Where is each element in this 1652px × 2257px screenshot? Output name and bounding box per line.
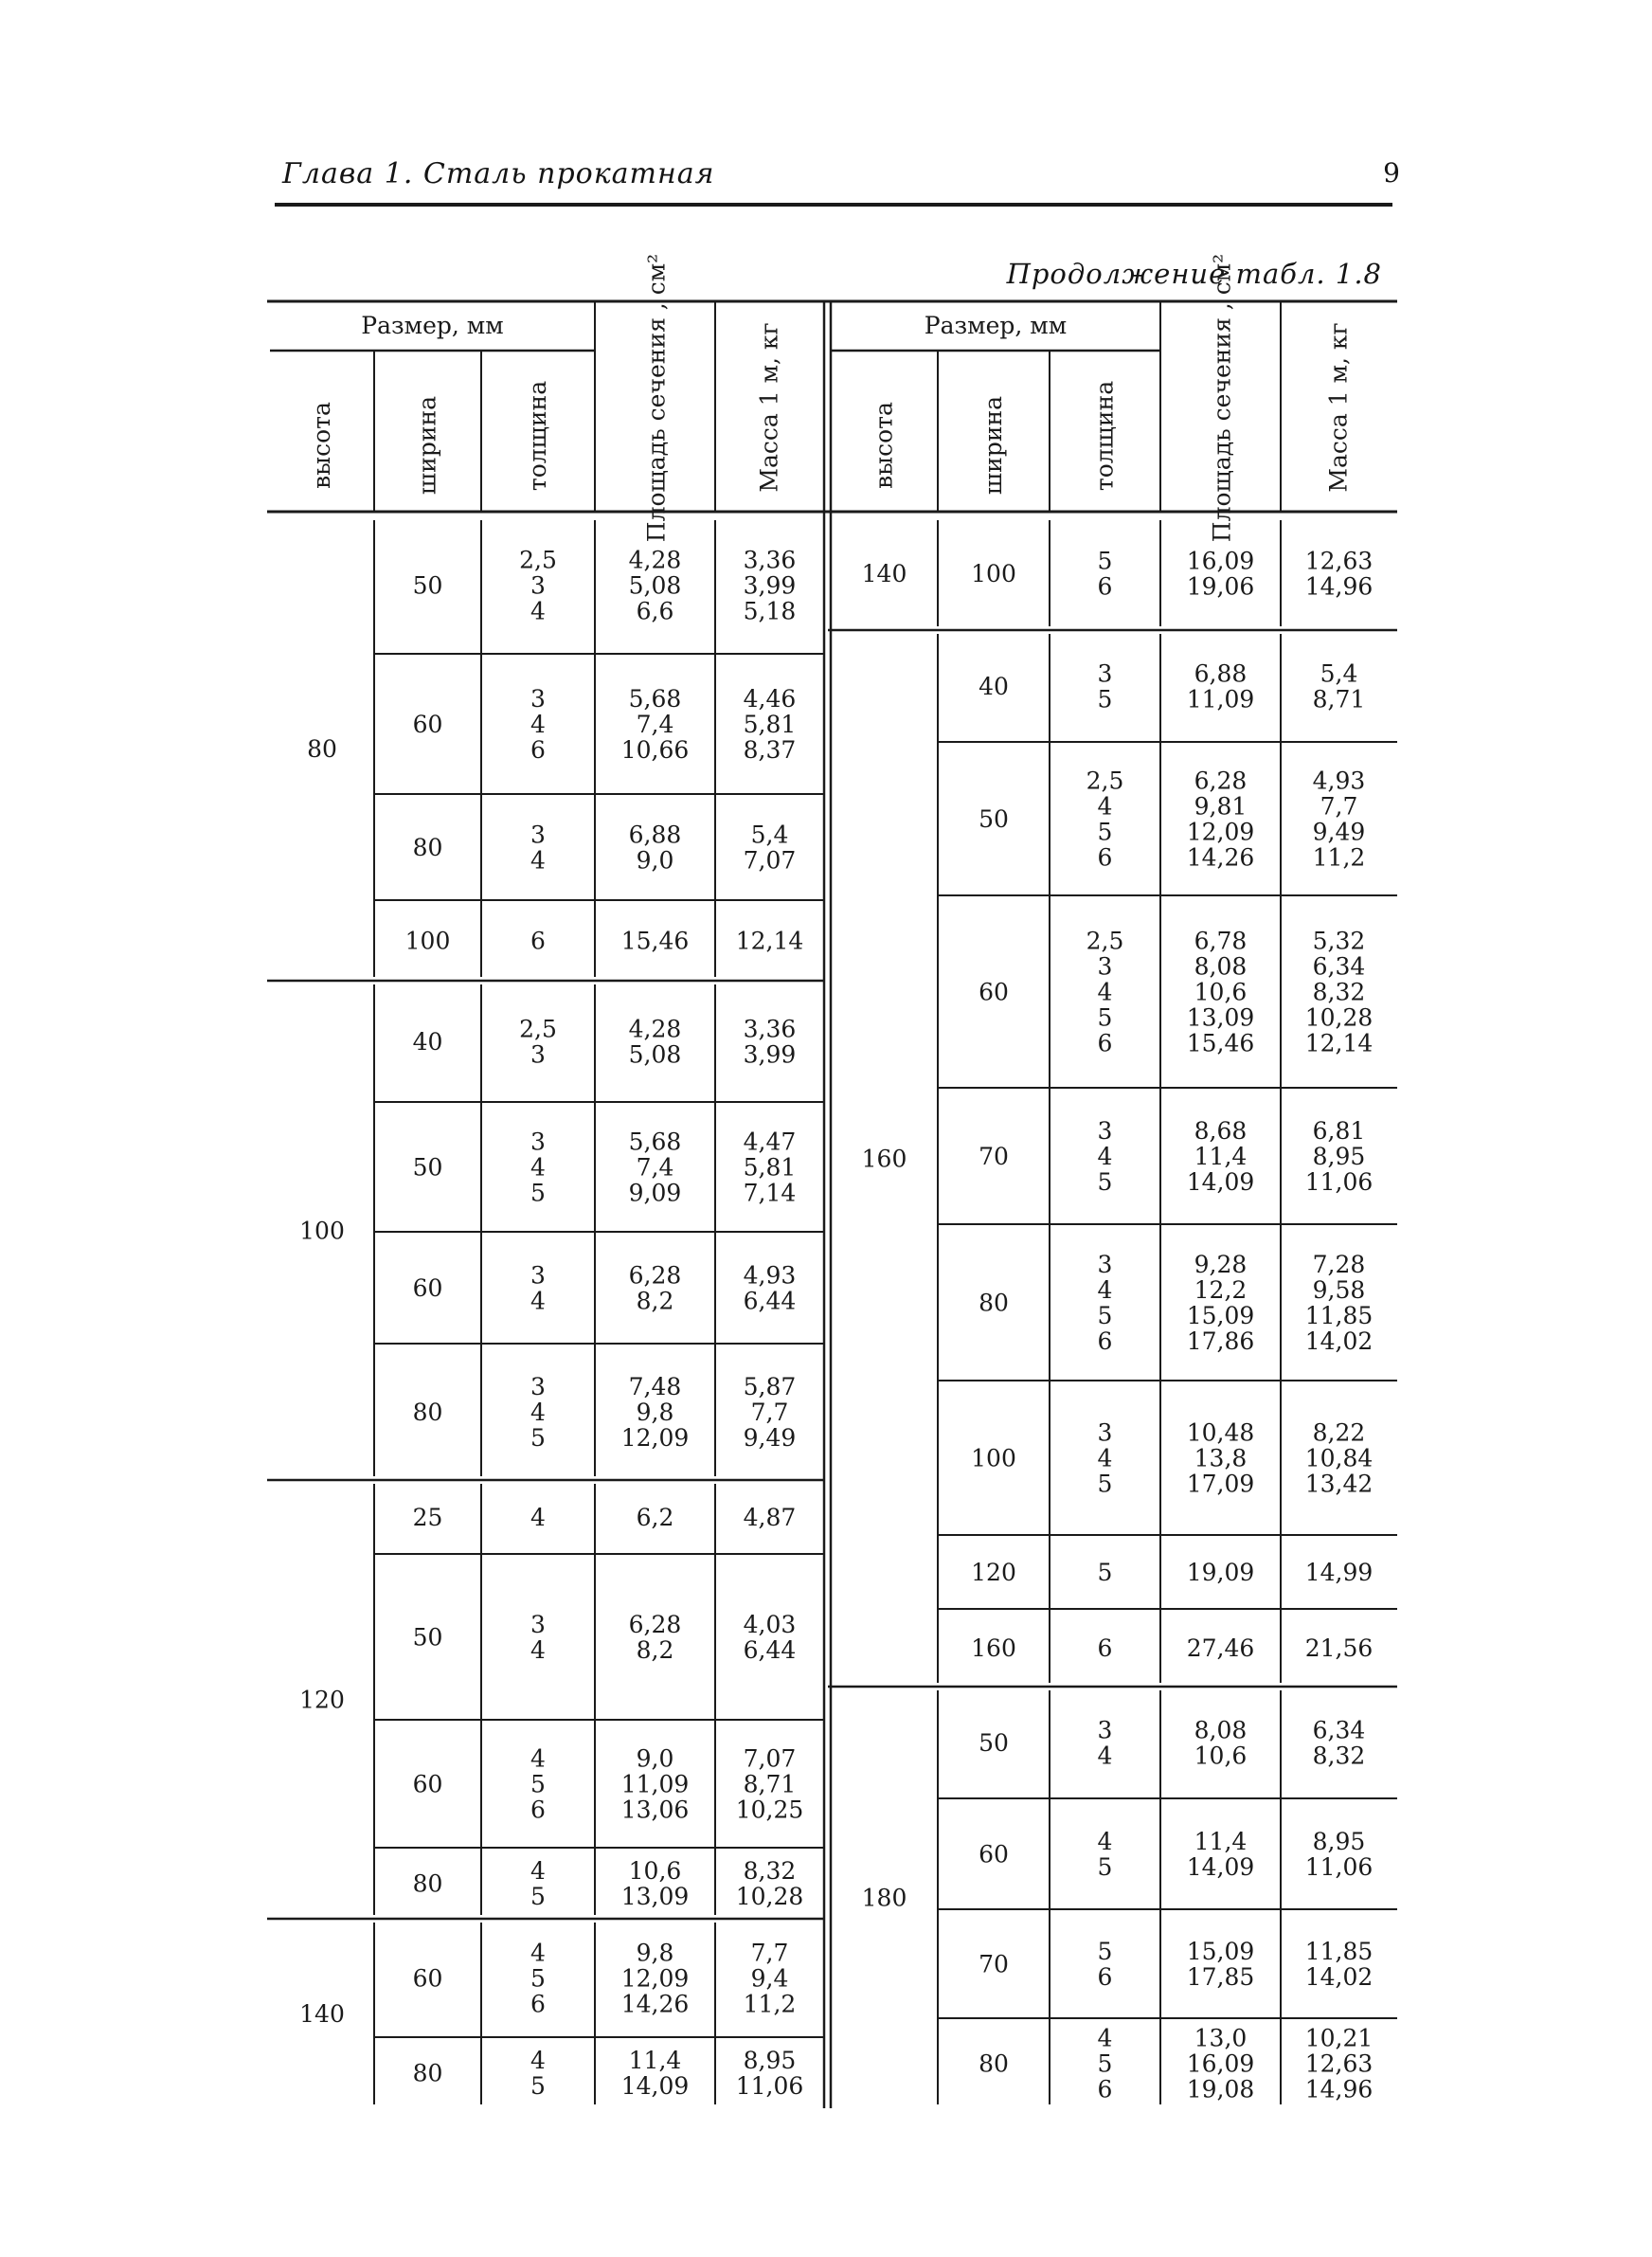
area-value: 11,09 [1186,685,1255,713]
width-value: 25 [412,1504,443,1531]
height-value: 140 [299,2000,345,2028]
area-value: 6,6 [636,597,674,625]
width-value: 60 [979,1840,1009,1869]
width-value: 60 [412,1964,443,1993]
mass-value: 11,2 [1312,843,1366,872]
thickness-value: 6 [530,1990,546,2018]
area-value: 27,46 [1186,1634,1255,1662]
chapter-title: Глава 1. Сталь прокатная [282,157,715,190]
width-value: 80 [412,2059,443,2087]
area-value: 15,09 [1186,1302,1255,1329]
area-value: 6,88 [628,821,682,849]
area-value: 9,8 [636,1399,674,1426]
area-value: 13,06 [620,1796,690,1824]
area-value: 9,09 [628,1179,682,1207]
area-value: 11,4 [628,2047,682,2074]
thickness-value: 5 [1097,685,1113,713]
mass-value: 10,84 [1304,1444,1374,1472]
mass-value: 14,02 [1304,1327,1374,1355]
mass-value: 8,95 [1312,1143,1366,1170]
area-value: 13,0 [1194,2024,1248,2052]
area-value: 16,09 [1186,2049,1255,2078]
height-value: 160 [861,1145,907,1173]
page-number: 9 [1383,157,1400,189]
area-value: 6,28 [1194,767,1248,795]
area-value: 15,46 [620,927,690,955]
area-value: 12,09 [620,1964,690,1993]
thickness-value: 5 [1097,2049,1113,2078]
thickness-value: 4 [530,711,546,738]
thickness-value: 4 [530,597,546,625]
thickness-value: 5 [1097,1559,1113,1586]
area-value: 10,6 [628,1857,682,1885]
thickness-value: 4 [530,1939,546,1967]
mass-value: 5,18 [743,597,797,625]
width-value: 80 [979,1289,1009,1317]
mass-value: 14,02 [1304,1963,1374,1991]
thickness-value: 5 [530,2072,546,2100]
thickness-value: 5 [530,1770,546,1798]
thickness-value: 4 [1097,1276,1113,1304]
area-value: 5,08 [628,571,682,600]
mass-value: 8,32 [1312,1742,1366,1770]
area-value: 13,09 [620,1883,690,1910]
mass-value: 14,96 [1304,2075,1374,2104]
thickness-value: 6 [1097,1327,1113,1355]
area-value: 19,09 [1186,1559,1255,1586]
thickness-value: 6 [1097,1634,1113,1662]
thickness-value: 2,5 [519,1015,557,1043]
area-value: 14,09 [620,2072,690,2100]
area-value: 4,28 [628,1015,682,1043]
thickness-value: 4 [530,1399,546,1426]
thickness-value: 4 [530,1287,546,1315]
area-value: 17,86 [1186,1327,1255,1355]
thickness-value: 5 [1097,1470,1113,1498]
thickness-value: 4 [530,1153,546,1182]
area-value: 8,08 [1194,952,1248,981]
thickness-value: 5 [530,1964,546,1993]
area-value: 12,09 [620,1424,690,1452]
width-value: 50 [412,1153,443,1182]
header-thickness: толщина [524,380,551,492]
height-value: 140 [861,560,907,587]
mass-value: 8,32 [1312,978,1366,1006]
area-value: 7,4 [636,711,674,738]
mass-value: 5,32 [1312,927,1366,955]
area-value: 8,68 [1194,1117,1248,1145]
header-width: ширина [413,395,441,496]
thickness-value: 3 [530,1040,546,1069]
mass-value: 11,06 [735,2072,804,2100]
mass-value: 7,07 [743,1744,797,1773]
mass-value: 10,25 [735,1796,804,1824]
header-height: высота [870,402,898,489]
width-value: 60 [979,978,1009,1006]
thickness-value: 5 [1097,547,1113,575]
area-value: 7,48 [628,1373,682,1400]
area-value: 9,0 [636,1744,674,1773]
thickness-value: 6 [1097,2075,1113,2104]
area-value: 6,2 [636,1504,674,1531]
thickness-value: 3 [1097,952,1113,981]
header-width: ширина [979,395,1007,496]
thickness-value: 4 [1097,792,1113,821]
area-value: 6,28 [628,1261,682,1290]
mass-value: 9,4 [750,1964,789,1993]
thickness-value: 4 [530,1636,546,1664]
mass-value: 13,42 [1304,1470,1374,1498]
thickness-value: 5 [1097,1003,1113,1032]
header-area: Площадь сечения , см² [642,253,671,543]
mass-value: 11,06 [1304,1168,1374,1196]
mass-value: 3,99 [743,1040,797,1069]
width-value: 70 [979,1950,1009,1978]
thickness-value: 4 [1097,1143,1113,1170]
thickness-value: 4 [1097,978,1113,1006]
area-value: 9,28 [1194,1251,1248,1278]
area-value: 11,4 [1194,1828,1248,1855]
width-value: 60 [412,1770,443,1798]
thickness-value: 3 [1097,1117,1113,1145]
thickness-value: 4 [1097,2024,1113,2052]
mass-value: 11,85 [1304,1302,1374,1329]
header-height: высота [308,402,335,489]
mass-value: 10,21 [1304,2024,1374,2052]
mass-value: 6,34 [1312,1716,1366,1744]
header-size-group: Размер, мм [924,312,1068,339]
mass-value: 12,63 [1304,547,1374,575]
mass-value: 9,49 [743,1424,797,1452]
area-value: 19,06 [1186,572,1255,601]
thickness-value: 3 [530,1373,546,1400]
thickness-value: 3 [530,1611,546,1638]
width-value: 40 [412,1028,443,1056]
area-value: 9,81 [1194,792,1248,821]
mass-value: 5,81 [743,711,797,738]
width-value: 60 [412,1274,443,1302]
area-value: 11,09 [620,1770,690,1798]
mass-value: 14,96 [1304,572,1374,601]
mass-value: 7,14 [743,1179,797,1207]
thickness-value: 4 [530,1857,546,1885]
thickness-value: 6 [1097,843,1113,872]
height-value: 180 [861,1884,907,1912]
width-value: 70 [979,1143,1009,1170]
width-value: 160 [971,1634,1016,1662]
thickness-value: 3 [1097,659,1113,688]
thickness-value: 6 [530,736,546,764]
width-value: 80 [412,1869,443,1898]
mass-value: 8,95 [1312,1828,1366,1855]
thickness-value: 3 [530,1261,546,1290]
mass-value: 14,99 [1304,1559,1374,1586]
area-value: 4,28 [628,546,682,574]
header-thickness: толщина [1090,380,1119,492]
header-mass: Масса 1 м, кг [1324,322,1353,493]
thickness-value: 4 [1097,1742,1113,1770]
mass-value: 6,81 [1312,1117,1366,1145]
width-value: 100 [404,927,451,955]
mass-value: 7,7 [1320,792,1358,821]
mass-value: 9,49 [1312,818,1366,846]
width-value: 100 [971,1444,1016,1472]
mass-value: 3,36 [743,546,797,574]
area-value: 17,85 [1186,1963,1255,1991]
thickness-value: 5 [1097,1853,1113,1881]
thickness-value: 3 [1097,1418,1113,1447]
area-value: 5,68 [628,685,682,713]
area-value: 16,09 [1186,547,1255,575]
mass-value: 5,81 [743,1153,797,1182]
width-value: 80 [979,2049,1009,2078]
width-value: 50 [979,805,1009,833]
area-value: 9,0 [636,846,674,875]
table-continuation-caption: Продолжение табл. 1.8 [1006,258,1382,290]
mass-value: 8,37 [743,736,797,764]
mass-value: 11,85 [1304,1938,1374,1965]
thickness-value: 6 [1097,572,1113,601]
thickness-value: 3 [1097,1716,1113,1744]
area-value: 15,46 [1186,1029,1255,1057]
area-value: 13,09 [1186,1003,1255,1032]
thickness-value: 2,5 [519,546,557,574]
area-value: 10,48 [1186,1418,1255,1447]
thickness-value: 4 [1097,1828,1113,1855]
thickness-value: 3 [530,821,546,849]
mass-value: 4,47 [743,1128,797,1156]
area-value: 5,08 [628,1040,682,1069]
thickness-value: 3 [530,571,546,600]
thickness-value: 3 [530,685,546,713]
mass-value: 8,22 [1312,1418,1366,1447]
area-value: 14,26 [620,1990,690,2018]
area-value: 12,2 [1194,1276,1248,1304]
mass-value: 6,44 [743,1287,797,1315]
mass-value: 6,34 [1312,952,1366,981]
area-value: 14,09 [1186,1168,1255,1196]
width-value: 120 [971,1559,1016,1586]
mass-value: 21,56 [1304,1634,1374,1662]
mass-value: 7,07 [743,846,797,875]
area-value: 14,26 [1186,843,1255,872]
area-value: 6,78 [1194,927,1248,955]
thickness-value: 4 [1097,1444,1113,1472]
mass-value: 8,95 [743,2047,797,2074]
thickness-value: 5 [530,1424,546,1452]
thickness-value: 2,5 [1086,767,1124,795]
area-value: 10,6 [1194,1742,1248,1770]
mass-value: 11,06 [1304,1853,1374,1881]
area-value: 8,2 [636,1287,674,1315]
header-area: Площадь сечения , см² [1208,253,1236,543]
width-value: 50 [979,1729,1009,1757]
mass-value: 8,32 [743,1857,797,1885]
area-value: 14,09 [1186,1853,1255,1881]
mass-value: 12,14 [735,927,804,955]
mass-value: 3,36 [743,1015,797,1043]
thickness-value: 5 [1097,1302,1113,1329]
area-value: 8,2 [636,1636,674,1664]
mass-value: 7,28 [1312,1251,1366,1278]
mass-value: 7,7 [750,1399,789,1426]
area-value: 6,28 [628,1611,682,1638]
thickness-value: 4 [530,1744,546,1773]
thickness-value: 4 [530,846,546,875]
mass-value: 7,7 [750,1939,789,1967]
width-value: 80 [412,1399,443,1426]
thickness-value: 3 [530,1128,546,1156]
thickness-value: 4 [530,1504,546,1531]
mass-value: 5,87 [743,1373,797,1400]
area-value: 9,8 [636,1939,674,1967]
thickness-value: 6 [1097,1963,1113,1991]
area-value: 12,09 [1186,818,1255,846]
thickness-value: 5 [1097,1938,1113,1965]
area-value: 8,08 [1194,1716,1248,1744]
mass-value: 8,71 [1312,685,1366,713]
mass-value: 4,03 [743,1611,797,1638]
width-value: 80 [412,834,443,861]
mass-value: 12,14 [1304,1029,1374,1057]
thickness-value: 5 [530,1179,546,1207]
thickness-value: 6 [530,927,546,955]
mass-value: 4,46 [743,685,797,713]
width-value: 60 [412,711,443,738]
thickness-value: 5 [530,1883,546,1910]
height-value: 100 [299,1217,345,1245]
thickness-value: 5 [1097,818,1113,846]
header-size-group: Размер, мм [361,312,504,339]
width-value: 50 [412,1623,443,1652]
mass-value: 11,2 [743,1990,797,2018]
width-value: 40 [979,673,1009,700]
thickness-value: 3 [1097,1251,1113,1278]
height-value: 120 [299,1686,345,1714]
thickness-value: 6 [1097,1029,1113,1057]
thickness-value: 6 [530,1796,546,1824]
area-value: 6,88 [1194,659,1248,688]
area-value: 17,09 [1186,1470,1255,1498]
thickness-value: 2,5 [1086,927,1124,955]
area-value: 11,4 [1194,1143,1248,1170]
mass-value: 10,28 [735,1883,804,1910]
mass-value: 4,87 [743,1504,797,1531]
area-value: 10,66 [620,736,690,764]
mass-value: 4,93 [1312,767,1366,795]
area-value: 19,08 [1186,2075,1255,2104]
width-value: 50 [412,571,443,600]
thickness-value: 5 [1097,1168,1113,1196]
area-value: 15,09 [1186,1938,1255,1965]
mass-value: 8,71 [743,1770,797,1798]
mass-value: 3,99 [743,571,797,600]
mass-value: 6,44 [743,1636,797,1664]
area-value: 10,6 [1194,978,1248,1006]
mass-value: 5,4 [750,821,789,849]
area-value: 7,4 [636,1153,674,1182]
mass-value: 5,4 [1320,659,1358,688]
area-value: 13,8 [1194,1444,1248,1472]
width-value: 100 [971,560,1016,587]
mass-value: 10,28 [1304,1003,1374,1032]
header-mass: Масса 1 м, кг [755,322,783,493]
thickness-value: 4 [530,2047,546,2074]
mass-value: 12,63 [1304,2049,1374,2078]
height-value: 80 [307,735,337,763]
mass-value: 9,58 [1312,1276,1366,1304]
mass-value: 4,93 [743,1261,797,1290]
area-value: 5,68 [628,1128,682,1156]
